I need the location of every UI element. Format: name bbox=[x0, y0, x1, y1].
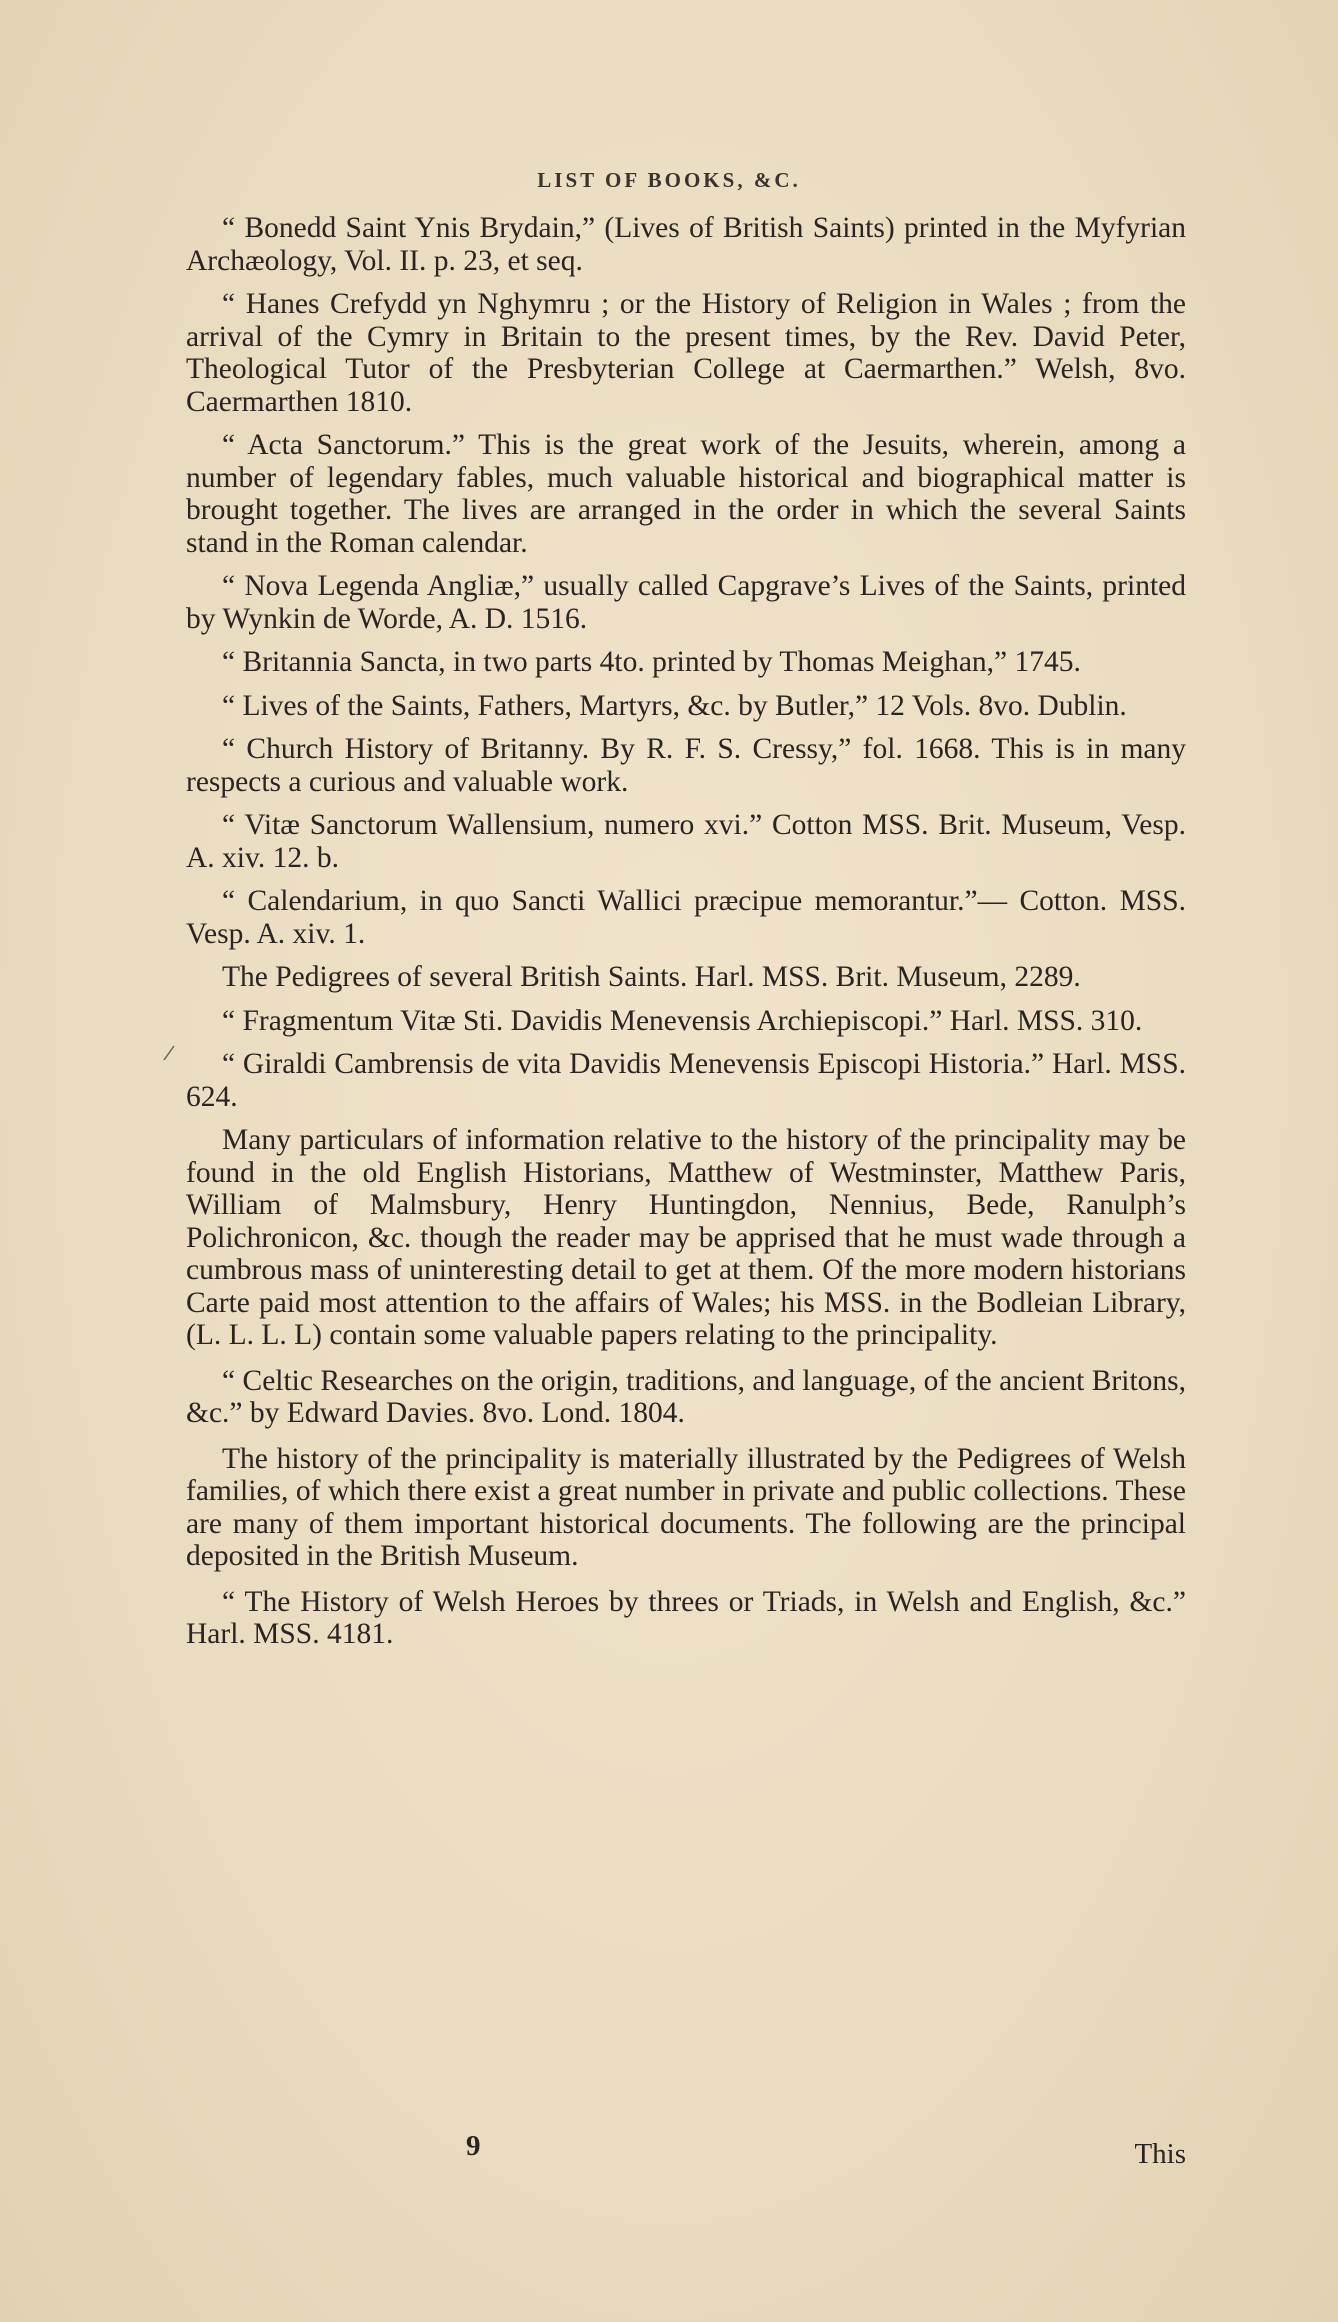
body-text bbox=[186, 212, 1186, 1662]
catchword: This bbox=[1134, 2138, 1186, 2170]
entry-fragmentum: “ Fragmentum Vitæ Sti. Davidis Menevensis Archiepiscopi.” Harl. MSS. 310. bbox=[222, 1004, 1143, 1037]
entry-celtic-researches: “ Celtic Researches on the origin, traditions, and language, of the ancient Britons, &c.” by Edward Davies. 8vo. Lond. 1804. bbox=[186, 1364, 1186, 1429]
entry-calendarium: “ Calendarium, in quo Sancti Wallici præcipue memorantur.”— Cotton. MSS. Vesp. A. xiv. 1. bbox=[186, 885, 1186, 950]
entry-pedigrees-saints: The Pedigrees of several British Saints. Harl. MSS. Brit. Museum, 2289. bbox=[222, 961, 1081, 993]
entry-church-history: “ Church History of Britanny. By R. F. S. Cressy,” fol. 1668. This is in many respects a curious and valuable work. bbox=[186, 733, 1186, 798]
entry-welsh-heroes: “ The History of Welsh Heroes by threes or Triads, in Welsh and English, &c.” Harl. MSS. 4181. bbox=[186, 1585, 1186, 1650]
entry-acta-sanctorum: “ Acta Sanctorum.” This is the great work of the Jesuits, wherein, among a number of legendary fables, much valuable historical and biographical matter is brought together. The lives are arranged in the order in which the several Saints stand in the Roman calendar. bbox=[186, 429, 1186, 559]
margin-pencil-mark bbox=[162, 1044, 176, 1062]
entry-giraldi: “ Giraldi Cambrensis de vita Davidis Menevensis Episcopi Historia.” Harl. MSS. 624. bbox=[186, 1048, 1186, 1113]
entry-britannia-sancta: “ Britannia Sancta, in two parts 4to. printed by Thomas Meighan,” 1745. bbox=[222, 646, 1081, 678]
entry-bonedd-saint: “ Bonedd Saint Ynis Brydain,” (Lives of British Saints) printed in the Myfyrian Archæology, Vol. II. p. 23, et seq. bbox=[186, 212, 1186, 277]
entry-vitae-sanctorum: “ Vitæ Sanctorum Wallensium, numero xvi.” Cotton MSS. Brit. Museum, Vesp. A. xiv. 12. b. bbox=[186, 809, 1186, 874]
page-footer bbox=[186, 2130, 1186, 2170]
entry-hanes-crefydd: “ Hanes Crefydd yn Nghymru ; or the History of Religion in Wales ; from the arrival of the Cymry in Britain to the present times, by the Rev. David Peter, Theological Tutor of the Presbyterian College at Caermarthen.” Welsh, 8vo. Caermarthen 1810. bbox=[186, 288, 1186, 418]
signature-mark: 9 bbox=[466, 2130, 481, 2162]
entry-lives-of-saints: “ Lives of the Saints, Fathers, Martyrs, &c. by Butler,” 12 Vols. 8vo. Dublin. bbox=[222, 689, 1127, 722]
running-title: LIST OF BOOKS, &C. bbox=[537, 168, 801, 192]
entry-nova-legenda: “ Nova Legenda Angliæ,” usually called Capgrave’s Lives of the Saints, printed by Wynkin de Worde, A. D. 1516. bbox=[186, 570, 1186, 635]
entry-many-particulars: Many particulars of information relative to the history of the principality may be found in the old English Historians, Matthew of Westminster, Matthew Paris, William of Malmsbury, Henry Huntingdon, Nennius, Bede, Ranulph’s Polichronicon, &c. though the reader may be apprised that he must wade through a cumbrous mass of uninteresting detail to get at them. Of the more modern historians Carte paid most attention to the affairs of Wales; his MSS. in the Bodleian Library, (L. L. L. L) contain some valuable papers relating to the principality. bbox=[186, 1124, 1186, 1351]
entry-history-principality: The history of the principality is materially illustrated by the Pedigrees of Welsh families, of which there exist a great number in private and public collections. These are many of them important historical documents. The following are the principal deposited in the British Museum. bbox=[186, 1442, 1186, 1572]
